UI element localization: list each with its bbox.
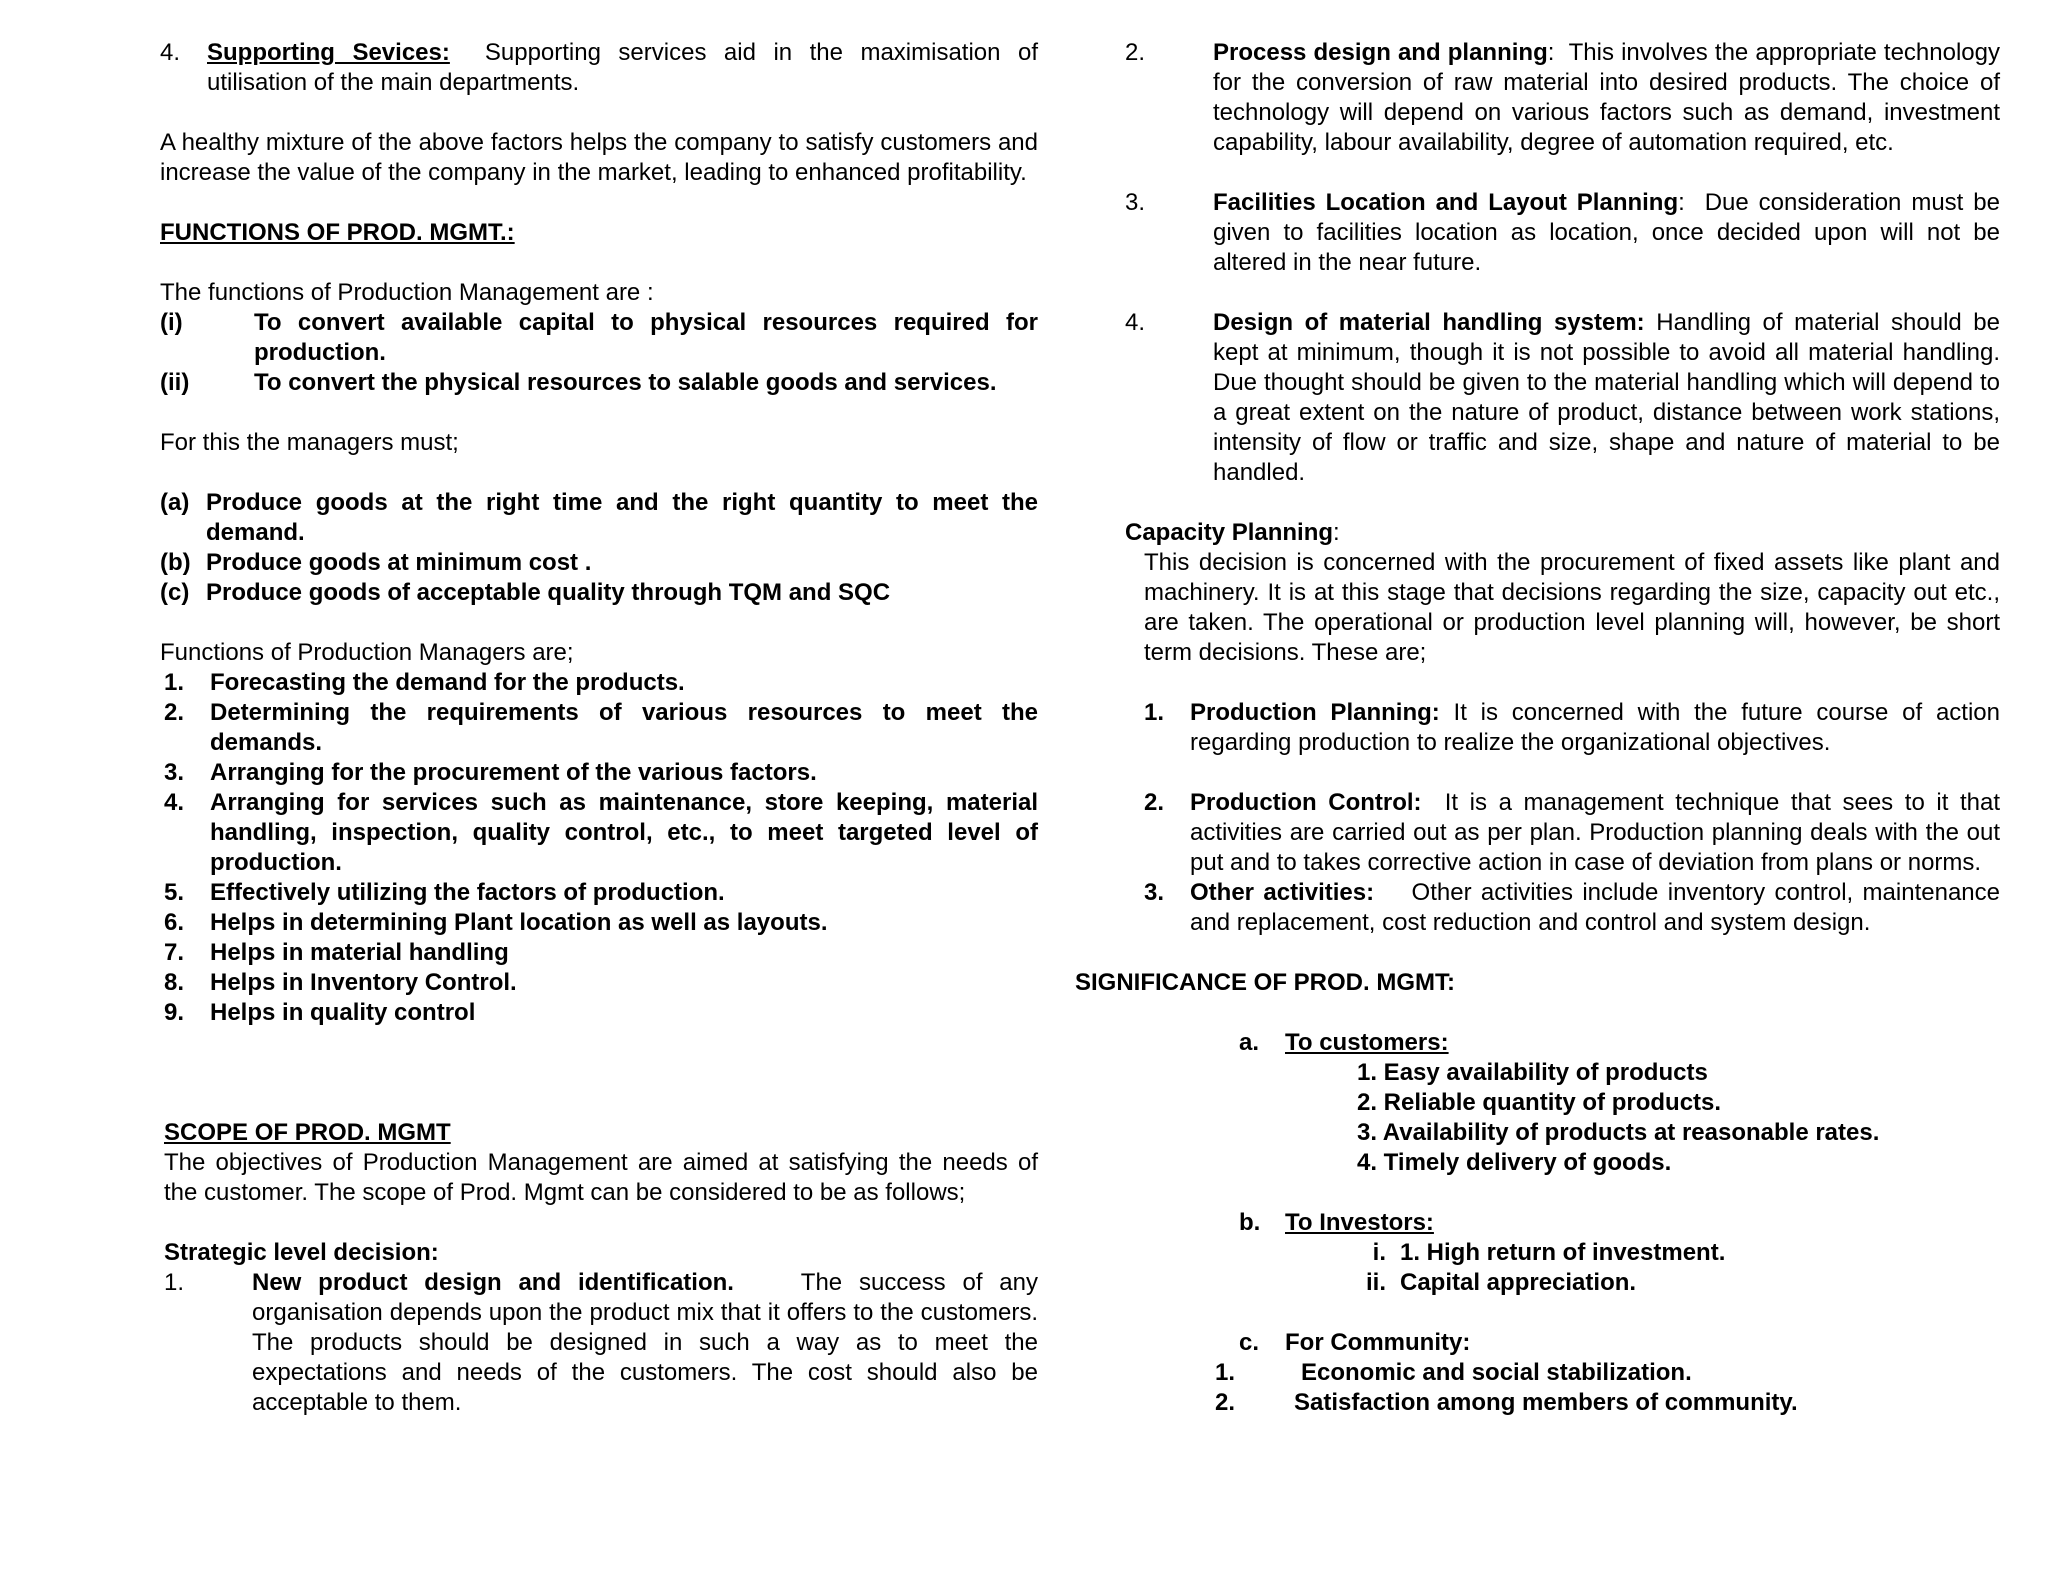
strategic-item-text: The success of any organisation depends upon the product mix that it offers to the customers. The products should be designed in such a way as to meet the expectations and needs of the customers. The cost should also be acceptable to them. bbox=[252, 1269, 1039, 1416]
strategic-item-3: 3. Facilities Location and Layout Planning: Due consideration must be given to facilities location as location, once decided upon will not be altered in the near future. bbox=[1125, 189, 2000, 276]
list-item: 7. Helps in material handling bbox=[164, 939, 509, 966]
customers-title: To customers: bbox=[1285, 1029, 1449, 1056]
list-item: 2. Production Control: It is a management technique that sees to it that activities are carried out as per plan. Production planning deals with the out put and to takes corrective action in case of deviation from plans or norms. bbox=[1144, 789, 2000, 876]
list-item: 3. Other activities: Other activities include inventory control, maintenance and replacement, cost reduction and control and system design. bbox=[1144, 879, 2000, 936]
significance-customers: a. To customers: 1. Easy availability of products 2. Reliable quantity of products. 3. Availability of products at reasonable rates. 4. Timely delivery of goods. bbox=[1075, 1028, 2000, 1178]
significance-community: c. For Community: 1. Economic and social stabilization. 2. Satisfaction among members of community. bbox=[1075, 1328, 2000, 1418]
list-item: 9. Helps in quality control bbox=[164, 999, 476, 1026]
strategic-item-title: New product design and identification. bbox=[252, 1269, 734, 1296]
list-item: (c) Produce goods of acceptable quality through TQM and SQC bbox=[160, 579, 891, 606]
list-item: (ii) To convert the physical resources to salable goods and services. bbox=[160, 369, 997, 396]
list-item: 5. Effectively utilizing the factors of production. bbox=[164, 879, 725, 906]
list-item: 2. Determining the requirements of various resources to meet the demands. bbox=[164, 699, 1038, 756]
significance-heading: SIGNIFICANCE OF PROD. MGMT: bbox=[1075, 969, 1455, 996]
scope-paragraph: The objectives of Production Management are aimed at satisfying the needs of the customer. The scope of Prod. Mgmt can be considered to be as follows; bbox=[164, 1149, 1038, 1206]
supporting-services-item bbox=[160, 38, 1038, 98]
strategic-heading: Strategic level decision: bbox=[164, 1239, 439, 1266]
strategic-item-1: 1. New product design and identification. The success of any organisation depends upon the product mix that it offers to the customers. The products should be designed in such a way as to meet the expectations and needs of the customers. The cost should also be acceptable to them. bbox=[164, 1269, 1039, 1416]
scope-heading: SCOPE OF PROD. MGMT bbox=[164, 1119, 451, 1146]
list-item: 4. Timely delivery of goods. bbox=[1357, 1149, 1672, 1176]
investors-title: To Investors: bbox=[1285, 1209, 1434, 1236]
pm-functions-list bbox=[160, 668, 1038, 1028]
right-column bbox=[1075, 38, 2000, 1418]
list-item: (a) Produce goods at the right time and the right quantity to meet the demand. bbox=[160, 489, 1038, 546]
functions-list bbox=[160, 308, 1038, 398]
list-item: 2. Satisfaction among members of community. bbox=[1215, 1389, 1798, 1416]
significance-investors: b. To Investors: i. 1. High return of investment. ii. Capital appreciation. bbox=[1075, 1208, 2000, 1298]
strategic-item-4: 4. Design of material handling system: Handling of material should be kept at minimum, though it is not possible to avoid all material handling. Due thought should be given to the material handling which will depend to a great extent on the nature of product, distance between work stations, intensity of flow or traffic and size, shape and nature of material to be handled. bbox=[1125, 309, 2001, 486]
mixture-paragraph: A healthy mixture of the above factors helps the company to satisfy customers and increase the value of the company in the market, leading to enhanced profitability. bbox=[160, 129, 1038, 186]
list-item: (i) To convert available capital to physical resources required for production. bbox=[160, 309, 1038, 366]
list-item: 8. Helps in Inventory Control. bbox=[164, 969, 517, 996]
list-item: 1. Forecasting the demand for the products. bbox=[164, 669, 685, 696]
left-column bbox=[160, 38, 1038, 1418]
list-item: 1. Economic and social stabilization. bbox=[1215, 1359, 1692, 1386]
pm-functions-intro: Functions of Production Managers are; bbox=[160, 639, 574, 666]
list-item: 6. Helps in determining Plant location as well as layouts. bbox=[164, 909, 828, 936]
strategic-item-2: 2. Process design and planning: This involves the appropriate technology for the conversion of raw material into desired products. The choice of technology will depend on various factors such as demand, investment capability, labour availability, degree of automation required, etc. bbox=[1125, 39, 2000, 156]
list-item: 4. Arranging for services such as maintenance, store keeping, material handling, inspection, quality control, etc., to meet targeted level of production. bbox=[164, 789, 1038, 876]
managers-list bbox=[160, 488, 1038, 608]
list-item: 3. Availability of products at reasonable rates. bbox=[1357, 1119, 1880, 1146]
community-title: For Community: bbox=[1285, 1329, 1471, 1356]
item-number: 4. bbox=[160, 39, 181, 66]
list-item: 1. Production Planning: It is concerned with the future course of action regarding production to realize the organizational objectives. bbox=[1144, 699, 2000, 756]
managers-intro: For this the managers must; bbox=[160, 429, 459, 456]
list-item: 3. Arranging for the procurement of the various factors. bbox=[164, 759, 817, 786]
supporting-services-text: Supporting services aid in the maximisation of utilisation of the main departments. bbox=[207, 39, 1039, 96]
list-item: i. 1. High return of investment. bbox=[1372, 1239, 1726, 1266]
capacity-heading: Capacity Planning: bbox=[1125, 519, 1340, 546]
functions-intro: The functions of Production Management are : bbox=[160, 279, 654, 306]
list-item: ii. Capital appreciation. bbox=[1365, 1269, 1637, 1296]
functions-heading: FUNCTIONS OF PROD. MGMT.: bbox=[160, 219, 515, 246]
list-item: 2. Reliable quantity of products. bbox=[1357, 1089, 1722, 1116]
capacity-paragraph: This decision is concerned with the procurement of fixed assets like plant and machinery. It is at this stage that decisions regarding the size, capacity out etc., are taken. The operational or production level planning will, however, be short term decisions. These are; bbox=[1144, 549, 2000, 666]
operational-list bbox=[1125, 698, 2000, 938]
list-item: 1. Easy availability of products bbox=[1357, 1059, 1708, 1086]
supporting-services-title: Supporting Sevices: bbox=[207, 39, 450, 66]
list-item: (b) Produce goods at minimum cost . bbox=[160, 549, 592, 576]
